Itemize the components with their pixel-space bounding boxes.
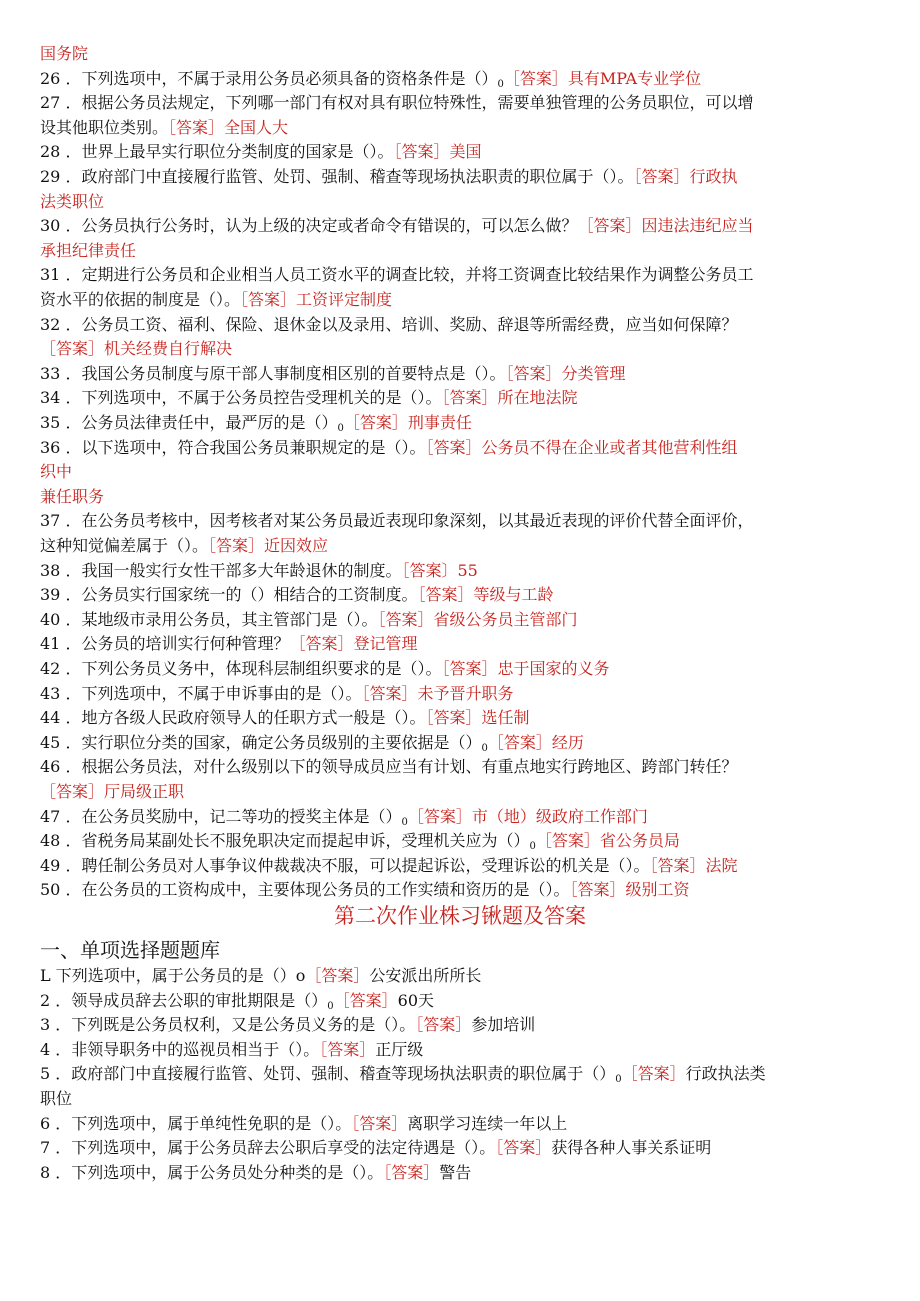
answer-text: ［答案］忠于国家的义务	[441, 659, 610, 678]
question-text: 28 ．世界上最早实行职位分类制度的国家是（）。	[40, 142, 394, 162]
answer-text: ［答案］厅局级正职	[40, 782, 185, 801]
subscript-mark: 0	[497, 78, 504, 90]
question-line	[40, 116, 882, 140]
question-line	[40, 91, 882, 115]
question-text: L 下列选项中，属于公务员的是（）o	[40, 966, 306, 985]
question-line	[40, 214, 882, 238]
question-text: 42 ．下列公务员义务中，体现科层制组织要求的是（）。	[40, 659, 442, 678]
question-line	[40, 42, 882, 66]
question-line	[40, 1087, 882, 1111]
answer-text: ［答案］经历	[487, 732, 584, 752]
answer-text: ［答案］工资评定制度	[240, 290, 393, 309]
question-line	[40, 485, 882, 509]
question-text: 8 ．下列选项中，属于公务员处分种类的是（）。	[40, 1162, 384, 1182]
question-line	[40, 780, 882, 804]
question-line	[40, 1112, 882, 1136]
question-line	[40, 632, 882, 656]
section-title: 一、单项选择题题库	[40, 938, 220, 962]
answer-text: ［答案］	[383, 1162, 440, 1182]
answer-text: 承担纪律责任	[40, 240, 137, 260]
question-line	[40, 288, 882, 312]
question-text: 7 ．下列选项中，属于公务员辞去公职后享受的法定待遇是（）。	[40, 1138, 496, 1158]
answer-text: ［答案］	[495, 1138, 552, 1158]
answer-value: 公安派出所所长	[369, 966, 482, 985]
question-text: 35 ．公务员法律责任中，最严厉的是（）	[40, 413, 338, 432]
question-line	[40, 239, 882, 263]
question-line	[40, 1161, 882, 1185]
question-text: 31 ．定期进行公务员和企业相当人员工资水平的调查比较，并将工资调查比较结果作为调整公务员工	[40, 265, 754, 285]
answer-text: ［答案］美国	[393, 142, 482, 162]
question-line	[40, 337, 882, 361]
section-heading: 第二次作业株习锹题及答案	[334, 904, 586, 928]
answer-value: 职位	[40, 1089, 73, 1108]
question-text: 37 ．在公务员考核中，因考核者对某公务员最近表现印象深刻，以其最近表现的评价代替全面评价，	[40, 511, 754, 531]
answer-text: ［答案］选任制	[425, 708, 530, 728]
question-line	[40, 140, 882, 164]
answer-text: ［答案］登记管理	[289, 634, 418, 654]
answer-text: 织中	[40, 462, 73, 482]
question-text: 34 ．下列选项中，不属于公务员控告受理机关的是（）。	[40, 388, 442, 408]
question-text: 36 ．以下选项中，符合我国公务员兼职规定的是（）。	[40, 437, 426, 457]
question-text: 48 ．省税务局某副处长不服免职决定而提起申诉，受理机关应为（）	[40, 831, 530, 851]
answer-value: 60天	[397, 990, 435, 1010]
question-text: 49 ．聘任制公务员对人事争议仲裁裁决不服，可以提起诉讼，受理诉讼的机关是（）。	[40, 855, 650, 875]
question-line	[40, 190, 882, 214]
answer-text: ［答案］所在地法院	[441, 388, 578, 408]
question-text: 5 ．政府部门中直接履行监管、处罚、强制、稽查等现场执法职责的职位属于（）	[40, 1064, 616, 1084]
answer-text: ［答案］	[415, 1015, 472, 1035]
answer-text: ［答案］省级公务员主管部门	[377, 609, 578, 629]
answer-text: ［答案〕55	[401, 560, 478, 580]
question-line	[40, 362, 882, 386]
answer-value: 警告	[439, 1162, 472, 1182]
question-text: 6 ．下列选项中，属于单纯性免职的是（）。	[40, 1113, 352, 1133]
question-line	[40, 1013, 882, 1037]
answer-text: ［答案］公务员不得在企业或者其他营利性组	[425, 437, 738, 457]
question-text: 41 ．公务员的培训实行何种管理？	[40, 634, 290, 654]
answer-text: ［答案］省公务员局	[535, 831, 680, 851]
question-text: 45 ．实行职位分类的国家，确定公务员级别的主要依据是（）	[40, 732, 482, 752]
answer-text: ［答案］刑事责任	[343, 413, 472, 432]
question-text: 40 ．某地级市录用公务员，其主管部门是（）。	[40, 609, 378, 629]
answer-text: ［答案］等级与工龄	[417, 585, 554, 605]
answer-text: 法类职位	[40, 191, 105, 211]
subscript-mark: 0	[529, 841, 536, 853]
answer-text: ［答案］法院	[649, 855, 738, 875]
question-text: 这种知觉偏差属于（）。	[40, 536, 209, 555]
question-text: 32 ．公务员工资、福利、保险、退休金以及录用、培训、奖励、辞退等所需经费，应当如何保障？	[40, 314, 738, 334]
answer-text: ［答案］机关经费自行解决	[40, 339, 233, 359]
answer-value: 行政执法类	[685, 1064, 766, 1084]
question-line	[40, 559, 882, 583]
answer-text: ［答案］未予晋升职务	[361, 683, 514, 703]
answer-text: ［答案］	[305, 966, 370, 985]
question-line	[40, 165, 882, 189]
question-line	[40, 854, 882, 878]
question-text: 3 ．下列既是公务员权利，又是公务员义务的是（）。	[40, 1015, 416, 1035]
question-line	[40, 706, 882, 730]
answer-value: 离职学习连续一年以上	[407, 1113, 568, 1133]
answer-text: ［答案］	[319, 1039, 376, 1059]
answer-text: ［答案］行政执	[633, 167, 738, 186]
answer-text: ［答案］	[621, 1064, 686, 1084]
answer-text: ［答案］全国人大	[168, 117, 289, 137]
question-text: 30 ．公务员执行公务时，认为上级的决定或者命令有错误的，可以怎么做？	[40, 216, 578, 236]
question-line	[40, 755, 882, 779]
question-text: 29 ．政府部门中直接履行监管、处罚、强制、稽查等现场执法职责的职位属于（）。	[40, 167, 634, 186]
question-text: 设其他职位类别。	[40, 117, 169, 137]
answer-text: ［答案］因违法违纪应当	[577, 216, 754, 236]
subscript-mark: 0	[327, 1000, 334, 1012]
question-line	[40, 583, 882, 607]
question-line	[40, 313, 882, 337]
subscript-mark: 0	[401, 816, 408, 828]
answer-value: 参加培训	[471, 1015, 536, 1035]
answer-text: 兼任职务	[40, 486, 105, 506]
question-line	[40, 1038, 882, 1062]
question-text: 2 ．领导成员辞去公职的审批期限是（）	[40, 990, 328, 1010]
answer-text: ［答案］	[333, 990, 398, 1010]
question-line	[40, 534, 882, 558]
question-line	[40, 386, 882, 410]
subscript-mark: 0	[337, 423, 344, 434]
question-text: 47 ．在公务员奖励中，记二等功的授奖主体是（）	[40, 806, 402, 826]
answer-text: ［答案］分类管理	[505, 363, 626, 383]
answer-text: ［答案］具有MPA专业学位	[503, 68, 702, 88]
question-line	[40, 1136, 882, 1160]
question-text: 38 ．我国一般实行女性干部多大年龄退休的制度。	[40, 560, 402, 580]
subscript-mark: 0	[615, 1074, 622, 1086]
subscript-mark: 0	[481, 742, 488, 754]
question-text: 27 ．根据公务员法规定，下列哪一部门有权对具有职位特殊性，需要单独管理的公务员职位，可以增	[40, 93, 754, 113]
question-line	[40, 878, 882, 902]
question-text: 资水平的依据的制度是（）。	[40, 290, 241, 309]
question-line	[40, 657, 882, 681]
question-text: 26 ．下列选项中，不属于录用公务员必须具备的资格条件是（）	[40, 68, 498, 88]
question-line	[40, 608, 882, 632]
question-line	[40, 509, 882, 533]
answer-text: ［答案］市（地）级政府工作部门	[407, 806, 648, 826]
question-line	[40, 682, 882, 706]
question-text: 4 ．非领导职务中的巡视员相当于（）。	[40, 1039, 320, 1059]
question-line	[40, 460, 882, 484]
question-text: 44 ．地方各级人民政府领导人的任职方式一般是（）。	[40, 708, 426, 728]
answer-text: ［答案］	[351, 1113, 408, 1133]
answer-value: 获得各种人事关系证明	[551, 1138, 712, 1158]
answer-value: 正厅级	[375, 1039, 424, 1059]
question-text: 46 ．根据公务员法，对什么级别以下的领导成员应当有计划、有重点地实行跨地区、跨部门转任？	[40, 757, 738, 777]
answer-text: 国务院	[40, 44, 89, 63]
question-text: 39 ．公务员实行国家统一的（）相结合的工资制度。	[40, 585, 418, 605]
question-line	[40, 263, 882, 287]
question-line	[40, 964, 882, 988]
answer-text: ［答案］级别工资	[569, 880, 690, 900]
answer-text: ［答案］近因效应	[208, 536, 329, 555]
question-text: 50 ．在公务员的工资构成中，主要体现公务员的工作实绩和资历的是（）。	[40, 880, 570, 900]
question-text: 33 ．我国公务员制度与原干部人事制度相区别的首要特点是（）。	[40, 363, 506, 383]
question-line	[40, 436, 882, 460]
question-text: 43 ．下列选项中，不属于申诉事由的是（）。	[40, 683, 362, 703]
